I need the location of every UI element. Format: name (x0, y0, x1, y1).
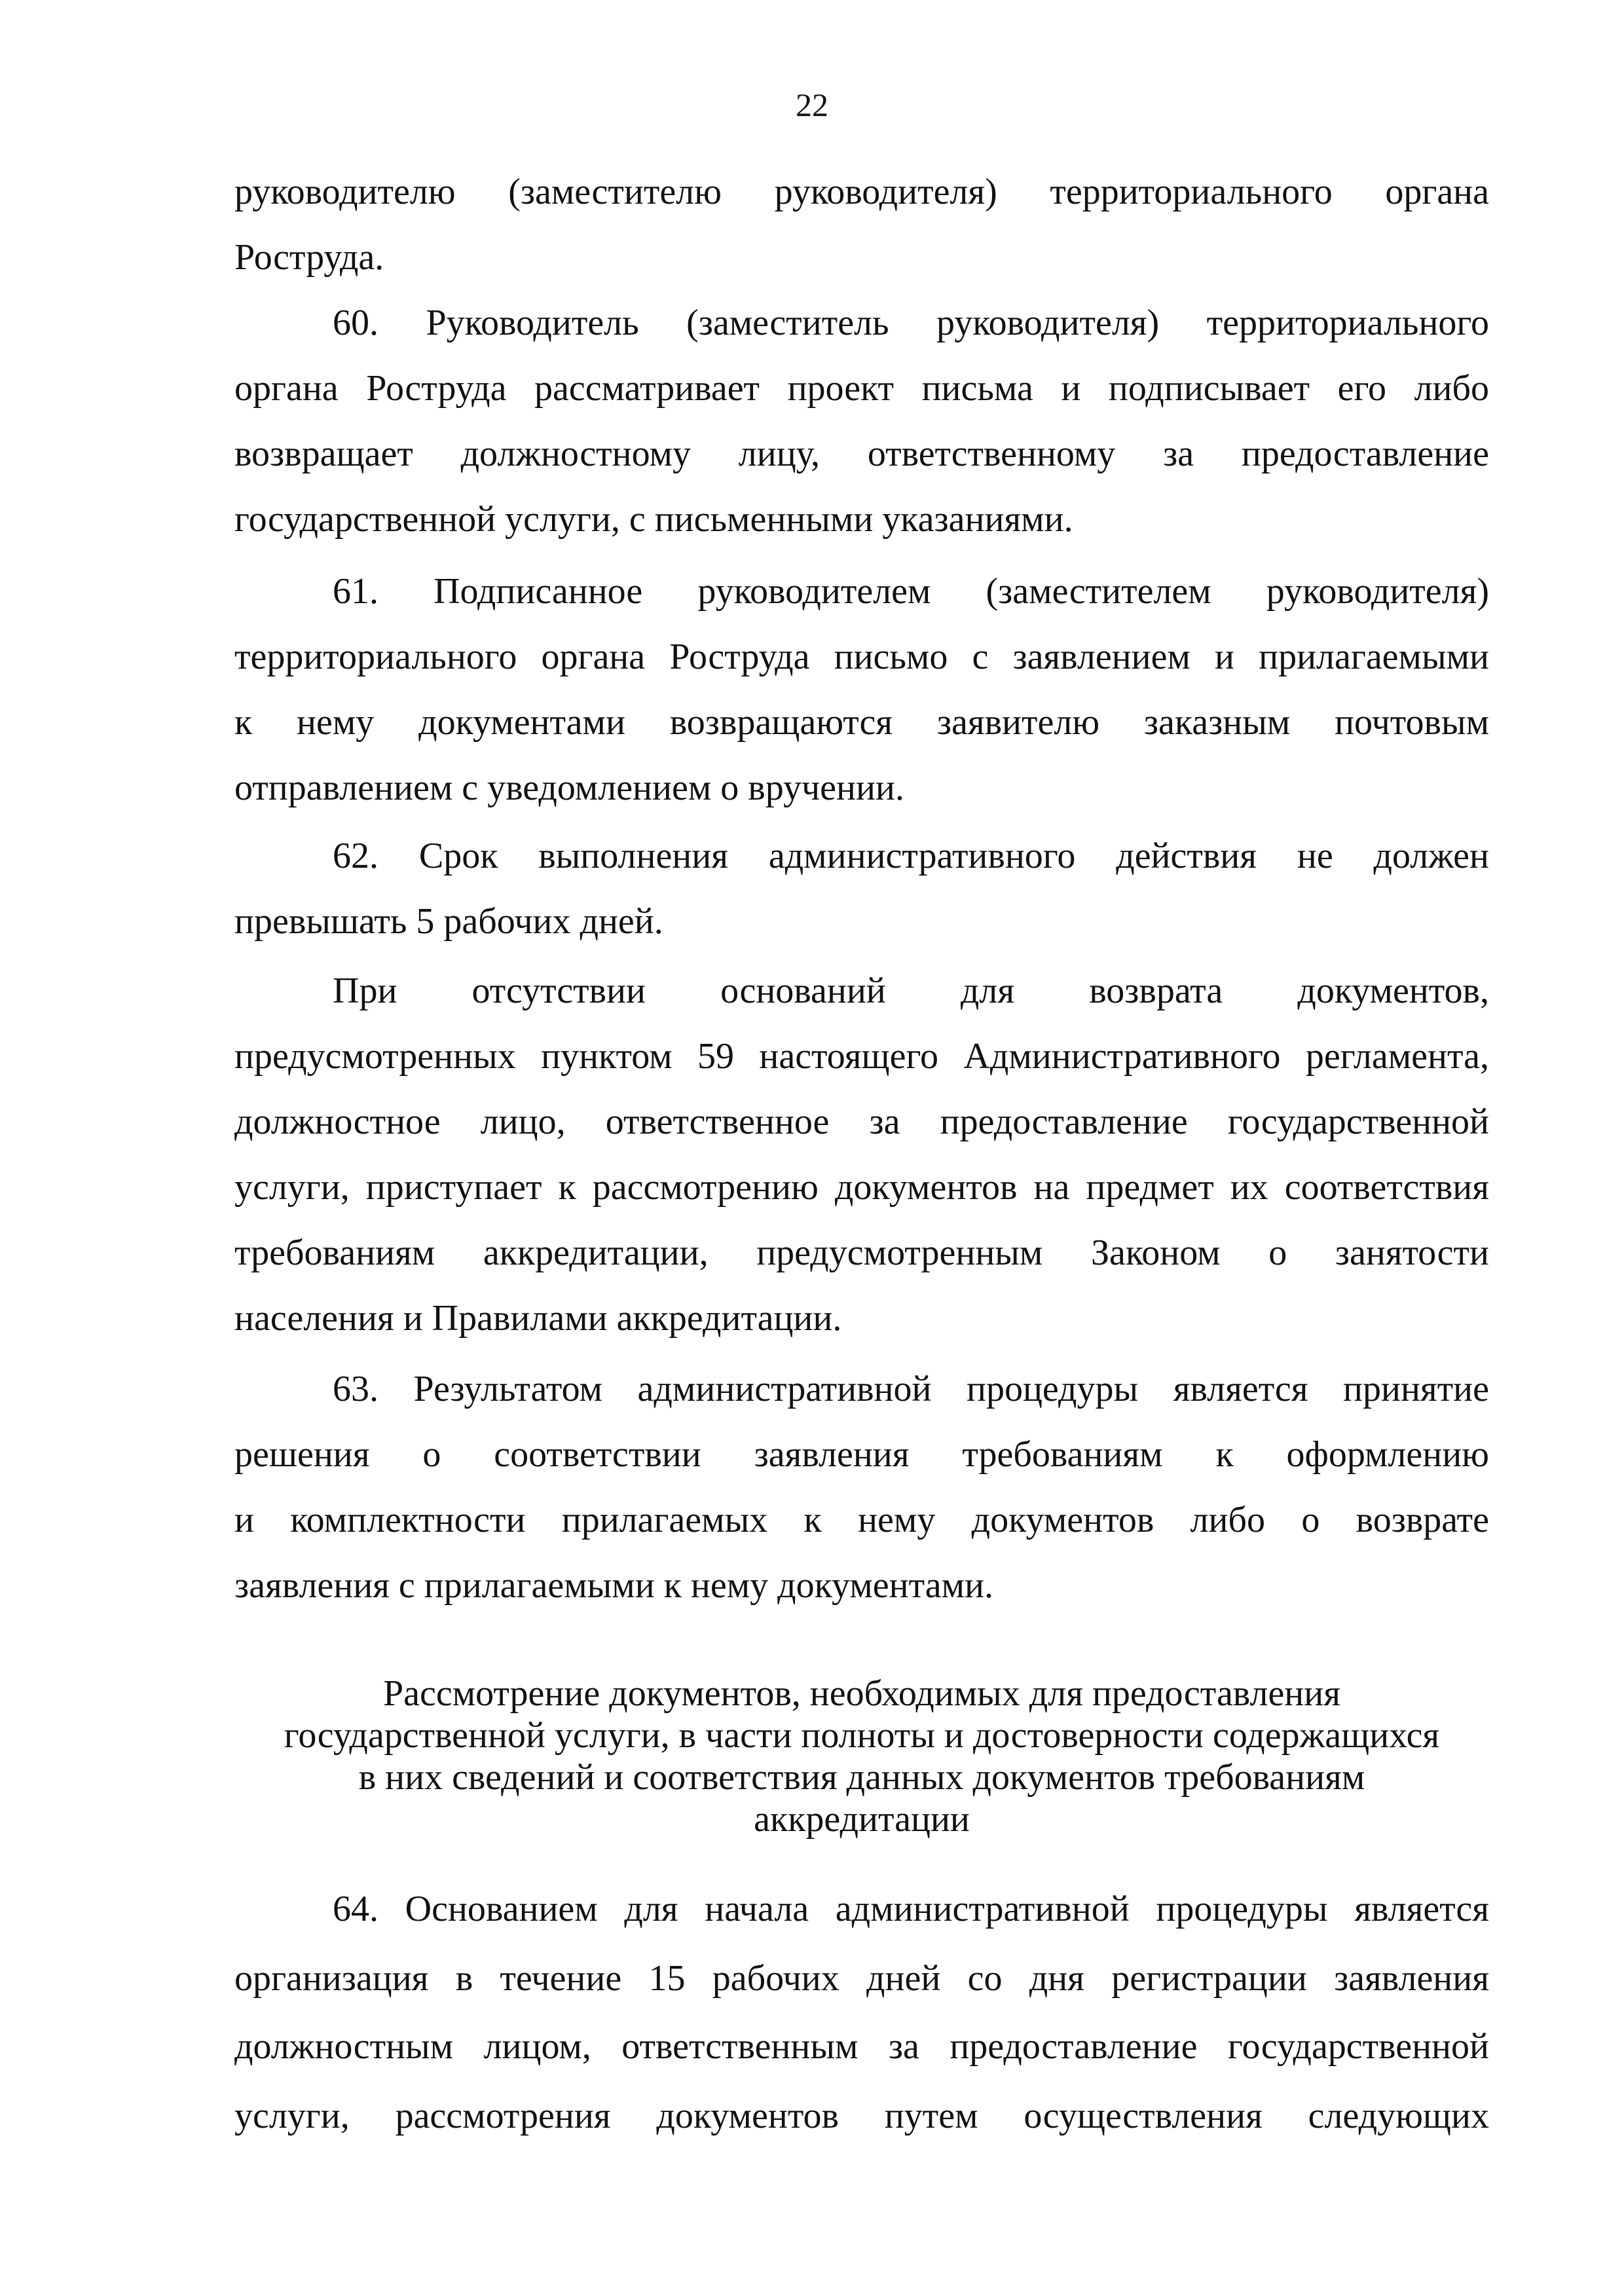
paragraph-line: предусмотренных пунктом 59 настоящего Административного регламента, (234, 1036, 1489, 1077)
paragraph-60-line: органа Роструда рассматривает проект письма и подписывает его либо (234, 368, 1489, 409)
paragraph-63-line: заявления с прилагаемыми к нему документами. (234, 1565, 993, 1606)
paragraph-63-line: решения о соответствии заявления требованиям к оформлению (234, 1434, 1489, 1475)
paragraph-line: должностное лицо, ответственное за предоставление государственной (234, 1102, 1489, 1142)
paragraph-60-line: возвращает должностному лицу, ответственному за предоставление (234, 434, 1489, 474)
paragraph-60-line: государственной услуги, с письменными указаниями. (234, 499, 1073, 540)
paragraph-61-line: к нему документами возвращаются заявителю заказным почтовым (234, 702, 1489, 743)
paragraph-line: населения и Правилами аккредитации. (234, 1298, 842, 1339)
paragraph-line: При отсутствии оснований для возврата документов, (333, 971, 1489, 1011)
paragraph-64-line: 64. Основанием для начала административной процедуры является (333, 1889, 1489, 1929)
paragraph-62-line: превышать 5 рабочих дней. (234, 901, 663, 942)
paragraph-61-line: 61. Подписанное руководителем (заместителем руководителя) (333, 571, 1489, 612)
section-heading-line: Рассмотрение документов, необходимых для предоставления (382, 1673, 1340, 1714)
paragraph-63-line: 63. Результатом административной процедуры является принятие (333, 1369, 1489, 1409)
paragraph-line: Роструда. (234, 237, 384, 278)
paragraph-61-line: территориального органа Роструда письмо с заявлением и прилагаемыми (234, 637, 1489, 677)
paragraph-64-line: услуги, рассмотрения документов путем осуществления следующих (234, 2096, 1489, 2136)
paragraph-64-line: должностным лицом, ответственным за предоставление государственной (234, 2026, 1489, 2067)
section-heading-line: аккредитации (754, 1799, 970, 1840)
paragraph-line: услуги, приступает к рассмотрению документов на предмет их соответствия (234, 1167, 1489, 1208)
section-heading-line: в них сведений и соответствия данных документов требованиям (358, 1757, 1365, 1798)
paragraph-line: требованиям аккредитации, предусмотренным Законом о занятости (234, 1232, 1489, 1273)
paragraph-60-line: 60. Руководитель (заместитель руководителя) территориального (333, 303, 1489, 343)
paragraph-64-line: организация в течение 15 рабочих дней со дня регистрации заявления (234, 1958, 1489, 1999)
paragraph-line: руководителю (заместителю руководителя) территориального органа (234, 172, 1489, 212)
paragraph-63-line: и комплектности прилагаемых к нему документов либо о возврате (234, 1500, 1489, 1540)
page-number: 22 (796, 86, 828, 123)
paragraph-62-line: 62. Срок выполнения административного действия не должен (333, 836, 1489, 876)
paragraph-61-line: отправлением с уведомлением о вручении. (234, 768, 904, 808)
section-heading-line: государственной услуги, в части полноты и достоверности содержащихся (284, 1715, 1440, 1756)
